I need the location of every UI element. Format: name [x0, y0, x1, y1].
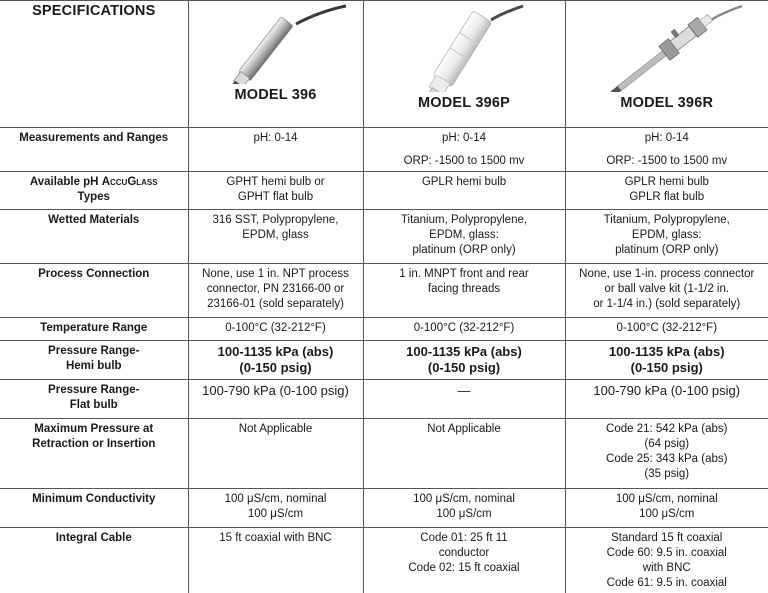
cell-line: platinum (ORP only) — [615, 244, 718, 256]
row-label-part: Pressure Range- — [48, 384, 139, 396]
row-label-part: Hemi bulb — [66, 360, 122, 372]
row-label-part: Available pH — [30, 176, 102, 188]
cell-line: 100 μS/cm — [639, 508, 694, 520]
cell-line: conductor — [439, 547, 490, 559]
cell-line: Code 01: 25 ft 11 — [420, 532, 507, 544]
cell-396p: GPLR hemi bulb — [363, 172, 565, 210]
row-label: Temperature Range — [0, 318, 188, 341]
cell-line: 100-1135 kPa (abs) — [609, 344, 725, 359]
row-max-pressure — [0, 419, 768, 489]
accuglass-label: AccuGlass — [102, 176, 158, 188]
cell-line: 100 μS/cm, nominal — [413, 493, 515, 505]
cell-line: Code 25: 343 kPa (abs) — [606, 453, 727, 465]
cell-line: Code 60: 9.5 in. coaxial — [607, 547, 727, 559]
row-label-part: Flat bulb — [70, 399, 118, 411]
cell-line: Code 61: 9.5 in. coaxial — [607, 577, 727, 589]
cell-line: (0-150 psig) — [239, 360, 311, 375]
cell-396p: Not Applicable — [363, 419, 565, 489]
model-396p-header — [363, 1, 565, 128]
row-integral-cable — [0, 528, 768, 593]
cell-396r — [565, 172, 768, 210]
cell-396 — [188, 489, 363, 528]
row-label — [0, 341, 188, 380]
cell-396 — [188, 341, 363, 380]
cell-396: 100-790 kPa (0-100 psig) — [188, 380, 363, 419]
cell-line: ORP: -1500 to 1500 mv — [606, 155, 727, 167]
cell-line: Code 02: 15 ft coaxial — [408, 562, 519, 574]
cell-line: or 1-1/4 in.) (sold separately) — [593, 298, 740, 310]
cell-line: Titanium, Polypropylene, — [604, 214, 730, 226]
cell-396r — [565, 489, 768, 528]
cell-line: 100 μS/cm, nominal — [225, 493, 327, 505]
cell-396p — [363, 528, 565, 593]
row-process-connection — [0, 264, 768, 318]
model-396r-title: MODEL 396R — [620, 95, 713, 111]
cell-line: (0-150 psig) — [631, 360, 703, 375]
row-measurements — [0, 128, 768, 172]
cell-line: EPDM, glass — [242, 229, 308, 241]
row-label: Minimum Conductivity — [0, 489, 188, 528]
cell-line: pH: 0-14 — [645, 132, 689, 144]
cell-line: GPHT hemi bulb or — [226, 176, 324, 188]
cell-line: platinum (ORP only) — [412, 244, 515, 256]
cell-line: 100 μS/cm — [436, 508, 491, 520]
cell-line: 316 SST, Polypropylene, — [213, 214, 339, 226]
row-label — [0, 419, 188, 489]
row-pressure-flat — [0, 380, 768, 419]
cell-line: 100-1135 kPa (abs) — [218, 344, 334, 359]
row-label-part: Pressure Range- — [48, 345, 139, 357]
row-label — [0, 380, 188, 419]
cell-396p — [363, 128, 565, 172]
cell-line: EPDM, glass: — [429, 229, 499, 241]
model-396r-header — [565, 1, 768, 128]
cell-396r — [565, 528, 768, 593]
row-label: Wetted Materials — [0, 210, 188, 264]
cell-396p — [363, 264, 565, 318]
cell-396 — [188, 210, 363, 264]
row-min-conductivity — [0, 489, 768, 528]
cell-line: GPLR flat bulb — [629, 191, 704, 203]
cell-396p — [363, 489, 565, 528]
header-row — [0, 1, 768, 128]
cell-396: 15 ft coaxial with BNC — [188, 528, 363, 593]
cell-396 — [188, 172, 363, 210]
cell-396p — [363, 341, 565, 380]
cell-396r — [565, 264, 768, 318]
cell-line: EPDM, glass: — [632, 229, 702, 241]
cell-396r — [565, 419, 768, 489]
row-label-part: Types — [78, 191, 110, 203]
cell-line: 100 μS/cm — [248, 508, 303, 520]
cell-line: with BNC — [643, 562, 691, 574]
row-label — [0, 172, 188, 210]
cell-396r: 100-790 kPa (0-100 psig) — [565, 380, 768, 419]
row-wetted-materials — [0, 210, 768, 264]
cell-396p — [363, 210, 565, 264]
cell-line: (0-150 psig) — [428, 360, 500, 375]
cell-line: 1 in. MNPT front and rear — [399, 268, 529, 280]
spec-title-cell — [0, 1, 188, 128]
cell-line: pH: 0-14 — [442, 132, 486, 144]
cell-line: ORP: -1500 to 1500 mv — [404, 155, 525, 167]
cell-line: 23166-01 (sold separately) — [207, 298, 344, 310]
model-396p-title: MODEL 396P — [418, 95, 510, 111]
cell-line: None, use 1-in. process connector — [579, 268, 754, 280]
cell-line: Code 21: 542 kPa (abs) — [606, 423, 727, 435]
cell-line: connector, PN 23166-00 or — [207, 283, 344, 295]
cell-line: None, use 1 in. NPT process — [202, 268, 349, 280]
cell-line: facing threads — [428, 283, 500, 295]
cell-396p: — — [363, 380, 565, 419]
cell-line: 100-1135 kPa (abs) — [406, 344, 522, 359]
row-label-part: Maximum Pressure at — [34, 423, 153, 435]
cell-396r — [565, 210, 768, 264]
cell-396p: 0-100°C (32-212°F) — [363, 318, 565, 341]
model-396-title: MODEL 396 — [234, 87, 316, 103]
cell-396r: 0-100°C (32-212°F) — [565, 318, 768, 341]
cell-line: Titanium, Polypropylene, — [401, 214, 527, 226]
cell-396: pH: 0-14 — [188, 128, 363, 172]
cell-line: GPLR hemi bulb — [625, 176, 709, 188]
model-396r-sensor-photo — [587, 4, 747, 92]
model-396p-sensor-photo — [389, 4, 539, 92]
row-temperature-range — [0, 318, 768, 341]
cell-396r — [565, 341, 768, 380]
cell-396: 0-100°C (32-212°F) — [188, 318, 363, 341]
row-label-part: Retraction or Insertion — [32, 438, 155, 450]
row-ph-types — [0, 172, 768, 210]
cell-line: Standard 15 ft coaxial — [611, 532, 722, 544]
row-label: Integral Cable — [0, 528, 188, 593]
cell-396: Not Applicable — [188, 419, 363, 489]
cell-line: 100 μS/cm, nominal — [616, 493, 718, 505]
cell-line: (64 psig) — [644, 438, 689, 450]
model-396-header — [188, 1, 363, 128]
model-396-sensor-photo — [201, 4, 351, 84]
cell-line: (35 psig) — [644, 468, 689, 480]
row-label: Measurements and Ranges — [0, 128, 188, 172]
cell-396 — [188, 264, 363, 318]
row-pressure-hemi — [0, 341, 768, 380]
spec-title: SPECIFICATIONS — [32, 3, 155, 19]
cell-line: GPHT flat bulb — [238, 191, 313, 203]
row-label: Process Connection — [0, 264, 188, 318]
cell-396r — [565, 128, 768, 172]
cell-line: or ball valve kit (1-1/2 in. — [604, 283, 729, 295]
